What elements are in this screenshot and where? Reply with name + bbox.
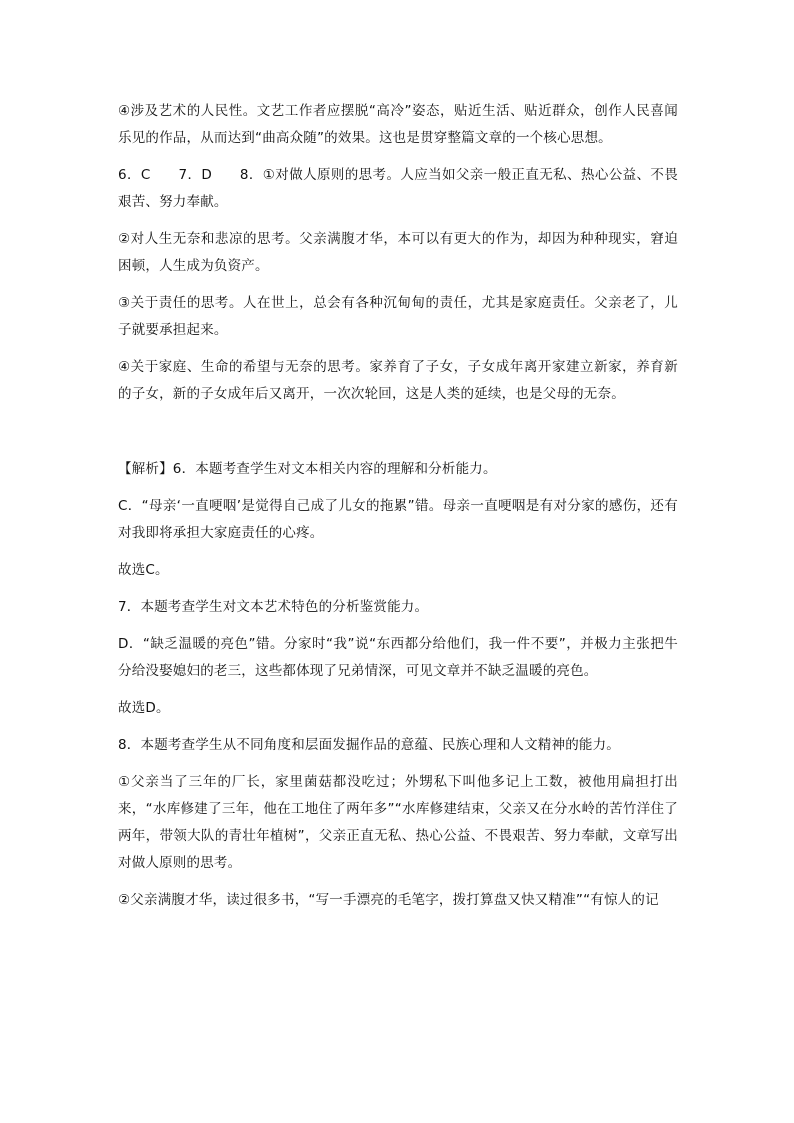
analysis-heading: 【解析】6．本题考查学生对文本相关内容的理解和分析能力。 xyxy=(118,461,497,477)
analysis-paragraph-1: C．“母亲‘一直哽咽’是觉得自己成了儿女的拖累”错。母亲一直哽咽是有对分家的感伤，还有对我即将承担大家庭责任的心疼。 xyxy=(118,498,678,541)
analysis-paragraph-5: 故选D。 xyxy=(118,700,170,716)
document-body xyxy=(118,98,678,924)
analysis-paragraph-8: ②父亲满腹才华，读过很多书，“写一手漂亮的毛笔字，拨打算盘又快又精准”“有惊人的记 xyxy=(118,892,659,908)
answer-paragraph-1: ④涉及艺术的人民性。文艺工作者应摆脱“高冷”姿态，贴近生活、贴近群众，创作人民喜闻乐见的作品，从而达到“曲高众随”的效果。这也是贯穿整篇文章的一个核心思想。 xyxy=(118,103,678,146)
section-spacer xyxy=(118,418,678,456)
answer-paragraph-5: ④关于家庭、生命的希望与无奈的思考。家养育了子女，子女成年离开家建立新家，养育新的子女，新的子女成年后又离开，一次次轮回，这是人类的延续，也是父母的无奈。 xyxy=(118,359,678,402)
answer-paragraph-2: 6．C 7．D 8．①对做人原则的思考。人应当如父亲一般正直无私、热心公益、不畏艰苦、努力奉献。 xyxy=(118,167,678,210)
analysis-paragraph-7: ①父亲当了三年的厂长，家里菌菇都没吃过；外甥私下叫他多记上工数，被他用扁担打出来，“水库修建了三年，他在工地住了两年多”“水库修建结束，父亲又在分水岭的苦竹洋住了两年，带领大队的青壮年植树”，父亲正直无私、热心公益、不畏艰苦、努力奉献，文章写出对做人原则的思考。 xyxy=(118,774,678,871)
analysis-paragraph-4: D．“缺乏温暖的亮色”错。分家时“我”说“东西都分给他们，我一件不要”，并极力主张把牛分给没娶媳妇的老三，这些都体现了兄弟情深，可见文章并不缺乏温暖的亮色。 xyxy=(118,636,678,679)
answer-paragraph-3: ②对人生无奈和悲凉的思考。父亲满腹才华，本可以有更大的作为，却因为种种现实，窘迫困顿，人生成为负资产。 xyxy=(118,231,678,274)
analysis-paragraph-3: 7．本题考查学生对文本艺术特色的分析鉴赏能力。 xyxy=(118,599,429,615)
answer-paragraph-4: ③关于责任的思考。人在世上，总会有各种沉甸甸的责任，尤其是家庭责任。父亲老了，儿子就要承担起来。 xyxy=(118,295,678,338)
analysis-paragraph-6: 8．本题考查学生从不同角度和层面发掘作品的意蕴、民族心理和人文精神的能力。 xyxy=(118,737,620,753)
analysis-paragraph-2: 故选C。 xyxy=(118,562,169,578)
